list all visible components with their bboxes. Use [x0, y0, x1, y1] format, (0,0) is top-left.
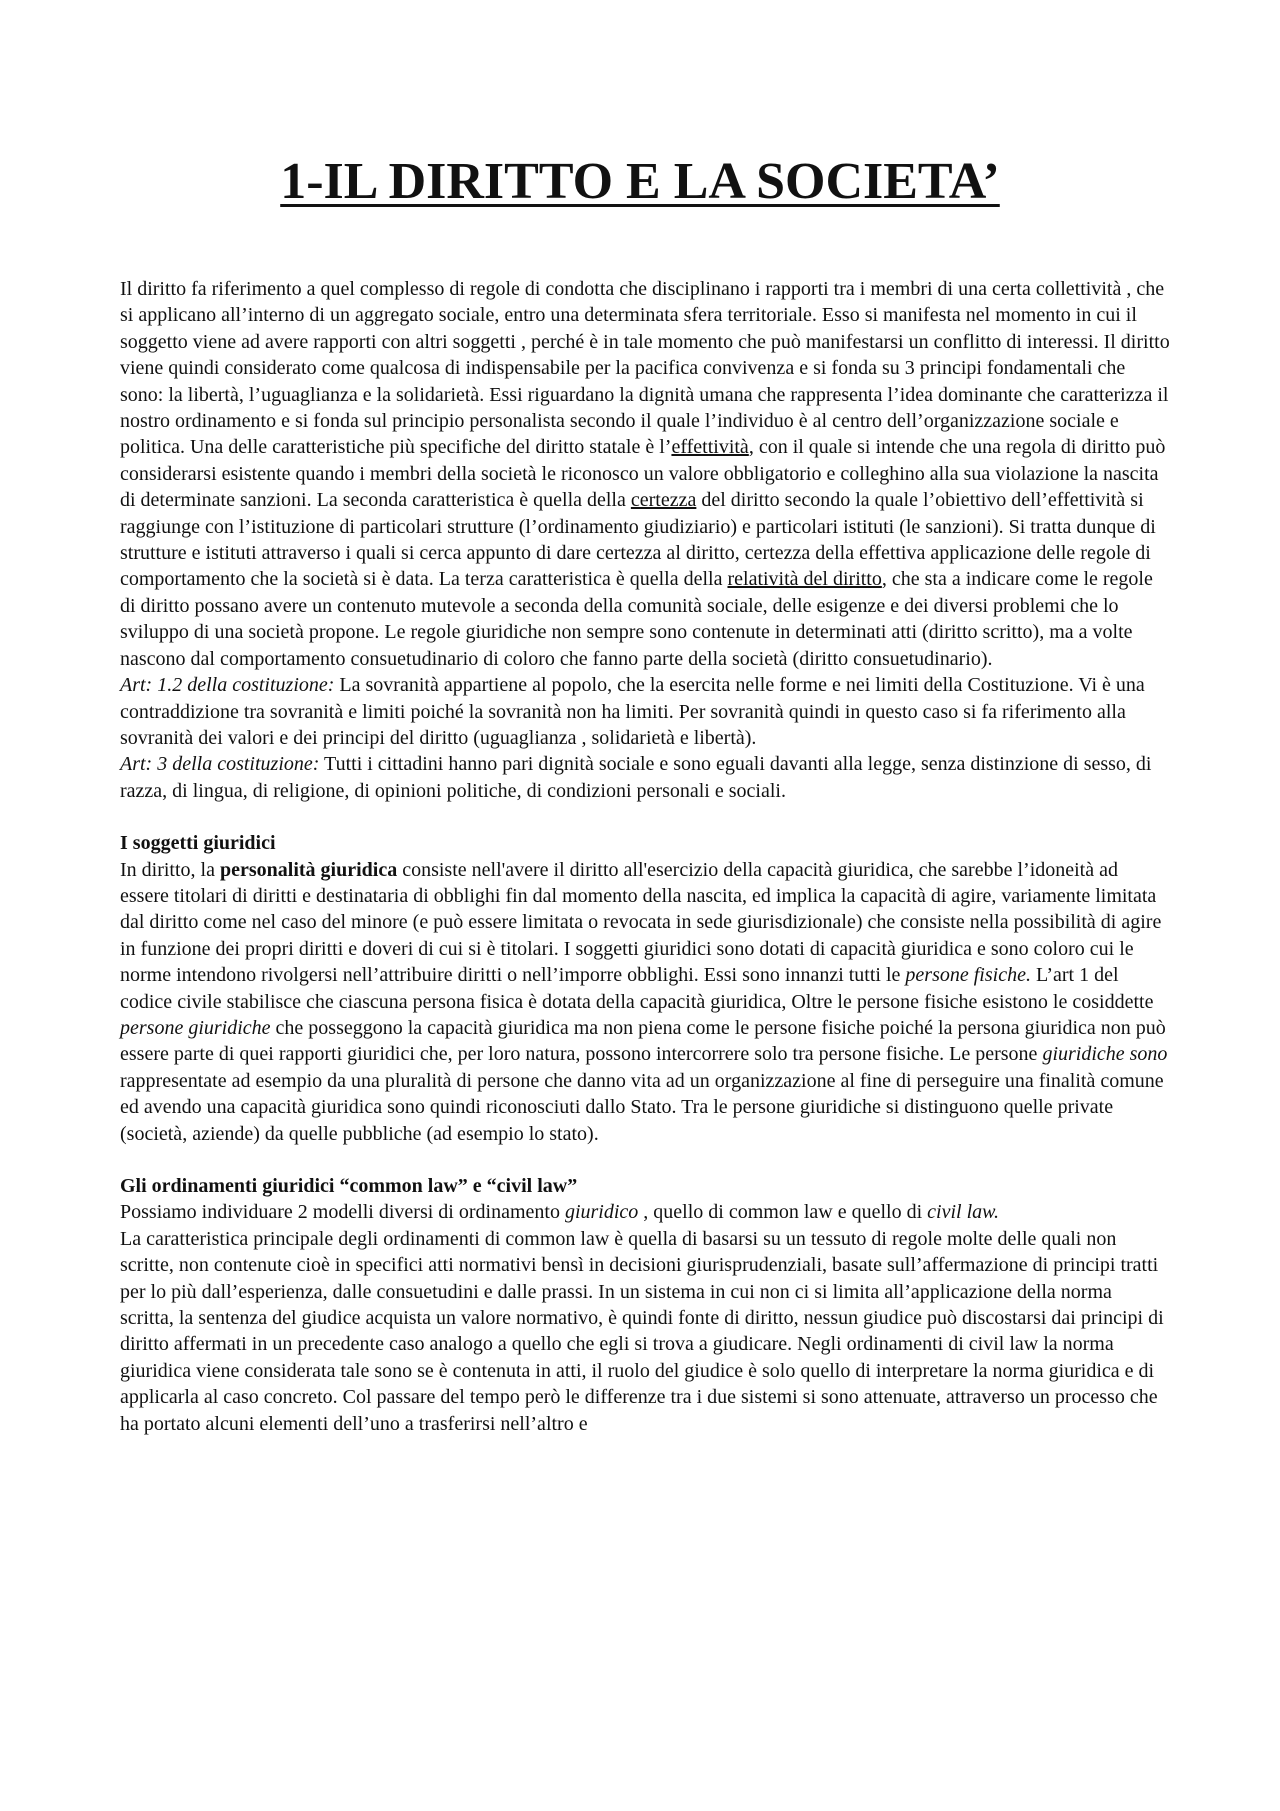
soggetti-paragraph	[120, 857, 1170, 1147]
section-gap	[120, 1147, 1170, 1173]
page-title-text: 1-IL DIRITTO E LA SOCIETA’	[280, 153, 1000, 210]
term-giuridico: giuridico	[564, 1201, 639, 1224]
section-gap	[120, 804, 1170, 830]
ordinamenti-text-1: Possiamo individuare 2 modelli diversi di ordinamento	[120, 1201, 565, 1224]
soggetti-text-5: rappresentate ad esempio da una pluralità di persone che danno vita ad un organizzazione al fine di perseguire una finalità comune ed avendo una capacità giuridica sono quindi riconosciuti dallo Stato. Tra le persone giuridiche si distinguono quelle private (società, aziende) da quelle pubbliche (ad esempio lo stato).	[120, 1069, 1164, 1145]
intro-text-4: , che sta a indicare come le regole di diritto possano avere un contenuto mutevole a seconda della comunità sociale, delle esigenze e dei diversi problemi che lo sviluppo di una società propone. Le regole giuridiche non sempre sono contenute in determinati atti (diritto scritto), ma a volte nascono dal comportamento consuetudinario di coloro che fanno parte della società (diritto consuetudinario).	[120, 568, 1153, 670]
document-body	[120, 276, 1170, 1437]
ordinamenti-body-paragraph: La caratteristica principale degli ordinamenti di common law è quella di basarsi su un tessuto di regole molte delle quali non scritte, non contenute cioè in specifici atti normativi bensì in decisioni giurisprudenziali, basate sull’affermazione di principi tratti per lo più dall’esperienza, dalle consuetudini e dalle prassi. In un sistema in cui non ci si limita all’applicazione della norma scritta, la sentenza del giudice acquista un valore normativo, è quindi fonte di diritto, nessun giudice può discostarsi dai principi di diritto affermati in un precedente caso analogo a quello che egli si trova a giudicare. Negli ordinamenti di civil law la norma giuridica viene considerata tale sono se è contenuta in atti, il ruolo del giudice è solo quello di interpretare la norma giuridica e di applicarla al caso concreto. Col passare del tempo però le differenze tra i due sistemi si sono attenuate, attraverso un processo che ha portato alcuni elementi dell’uno a trasferirsi nell’altro e	[120, 1227, 1164, 1435]
intro-text-1: Il diritto fa riferimento a quel complesso di regole di condotta che disciplinano i rapporti tra i membri di una certa collettività , che si applicano all’interno di un aggregato sociale, entro una determinata sfera territoriale. Esso si manifesta nel momento in cui il soggetto viene ad avere rapporti con altri soggetti , perché è in tale momento che può manifestarsi un conflitto di interessi. Il diritto viene quindi considerato come qualcosa di indispensabile per la pacifica convivenza e si fonda su 3 principi fondamentali che sono: la libertà, l’uguaglianza e la solidarietà. Essi riguardano la dignità umana che rappresenta l’idea dominante che caratterizza il nostro ordinamento e si fonda sul principio personalista secondo il quale l’individuo è al centro dell’organizzazione sociale e politica. Una delle caratteristiche più specifiche del diritto statale è l’	[120, 278, 1170, 459]
term-civil-law: civil law.	[927, 1201, 999, 1224]
term-persone-giuridiche: persone giuridiche	[120, 1016, 271, 1039]
art-3-label: Art: 3 della costituzione:	[120, 753, 320, 776]
term-effettivita: effettività	[671, 436, 749, 459]
art-1-2-paragraph	[120, 672, 1170, 751]
art-1-2-label: Art: 1.2 della costituzione:	[120, 674, 335, 697]
ordinamenti-intro-paragraph	[120, 1199, 1170, 1225]
ordinamenti-text-2: , quello di common law e quello di	[638, 1201, 928, 1224]
term-relativita: relatività del diritto	[727, 568, 882, 591]
intro-text-3: del diritto secondo la quale l’obiettivo dell’effettività si raggiunge con l’istituzione di particolari strutture (l’ordinamento giudiziario) e particolari istituti (le sanzioni). Si tratta dunque di strutture e istituti attraverso i quali si cerca appunto di dare certezza al diritto, certezza della effettiva applicazione delle regole di comportamento che la società si è data. La terza caratteristica è quella della	[120, 489, 1156, 591]
soggetti-text-3: L’art 1 del codice civile stabilisce che ciascuna persona fisica è dotata della capacità giuridica, Oltre le persone fisiche esistono le cosiddette	[120, 964, 1154, 1013]
art-3-text: Tutti i cittadini hanno pari dignità sociale e sono eguali davanti alla legge, senza distinzione di sesso, di razza, di lingua, di religione, di opinioni politiche, di condizioni personali e sociali.	[120, 753, 1152, 802]
art-3-paragraph	[120, 751, 1170, 804]
art-1-2-text: La sovranità appartiene al popolo, che la esercita nelle forme e nei limiti della Costituzione. Vi è una contraddizione tra sovranità e limiti poiché la sovranità non ha limiti. Per sovranità quindi in questo caso si fa riferimento alla sovranità dei valori e dei principi del diritto (uguaglianza , solidarietà e libertà).	[120, 674, 1145, 749]
intro-paragraph	[120, 276, 1170, 672]
term-persone-fisiche: persone fisiche.	[905, 964, 1031, 987]
soggetti-text-4: che posseggono la capacità giuridica ma non piena come le persone fisiche poiché la persona giuridica non può essere parte di quei rapporti giuridici che, per loro natura, possono intercorrere solo tra persone fisiche. Le persone	[120, 1016, 1166, 1066]
intro-text-2: , con il quale si intende che una regola di diritto può considerarsi esistente quando i membri della società le riconosco un valore obbligatorio e colleghino alla sua violazione la nascita di determinate sanzioni. La seconda caratteristica è quella della	[120, 436, 1166, 512]
page-title	[0, 152, 1280, 212]
ordinamenti-heading: Gli ordinamenti giuridici “common law” e “civil law”	[120, 1175, 578, 1197]
term-giuridiche-sono: giuridiche sono	[1042, 1043, 1168, 1066]
soggetti-heading: I soggetti giuridici	[120, 832, 276, 855]
term-personalita-giuridica: personalità giuridica	[219, 858, 398, 881]
soggetti-text-2: consiste nell'avere il diritto all'esercizio della capacità giuridica, che sarebbe l’idoneità ad essere titolari di diritti e destinataria di obblighi fin dal momento della nascita, ed implica la capacità di agire, variamente limitata dal diritto come nel caso del minore (e può essere limitata o revocata in sede giurisdizionale) che consiste nella possibilità di agire in funzione dei propri diritti e doveri di cui si è titolari. I soggetti giuridici sono dotati di capacità giuridica e sono coloro cui le norme intendono rivolgersi nell’attribuire diritti o nell’imporre obblighi. Essi sono innanzi tutti le	[120, 858, 1162, 987]
term-certezza: certezza	[630, 489, 697, 512]
soggetti-text-1: In diritto, la	[120, 858, 220, 881]
